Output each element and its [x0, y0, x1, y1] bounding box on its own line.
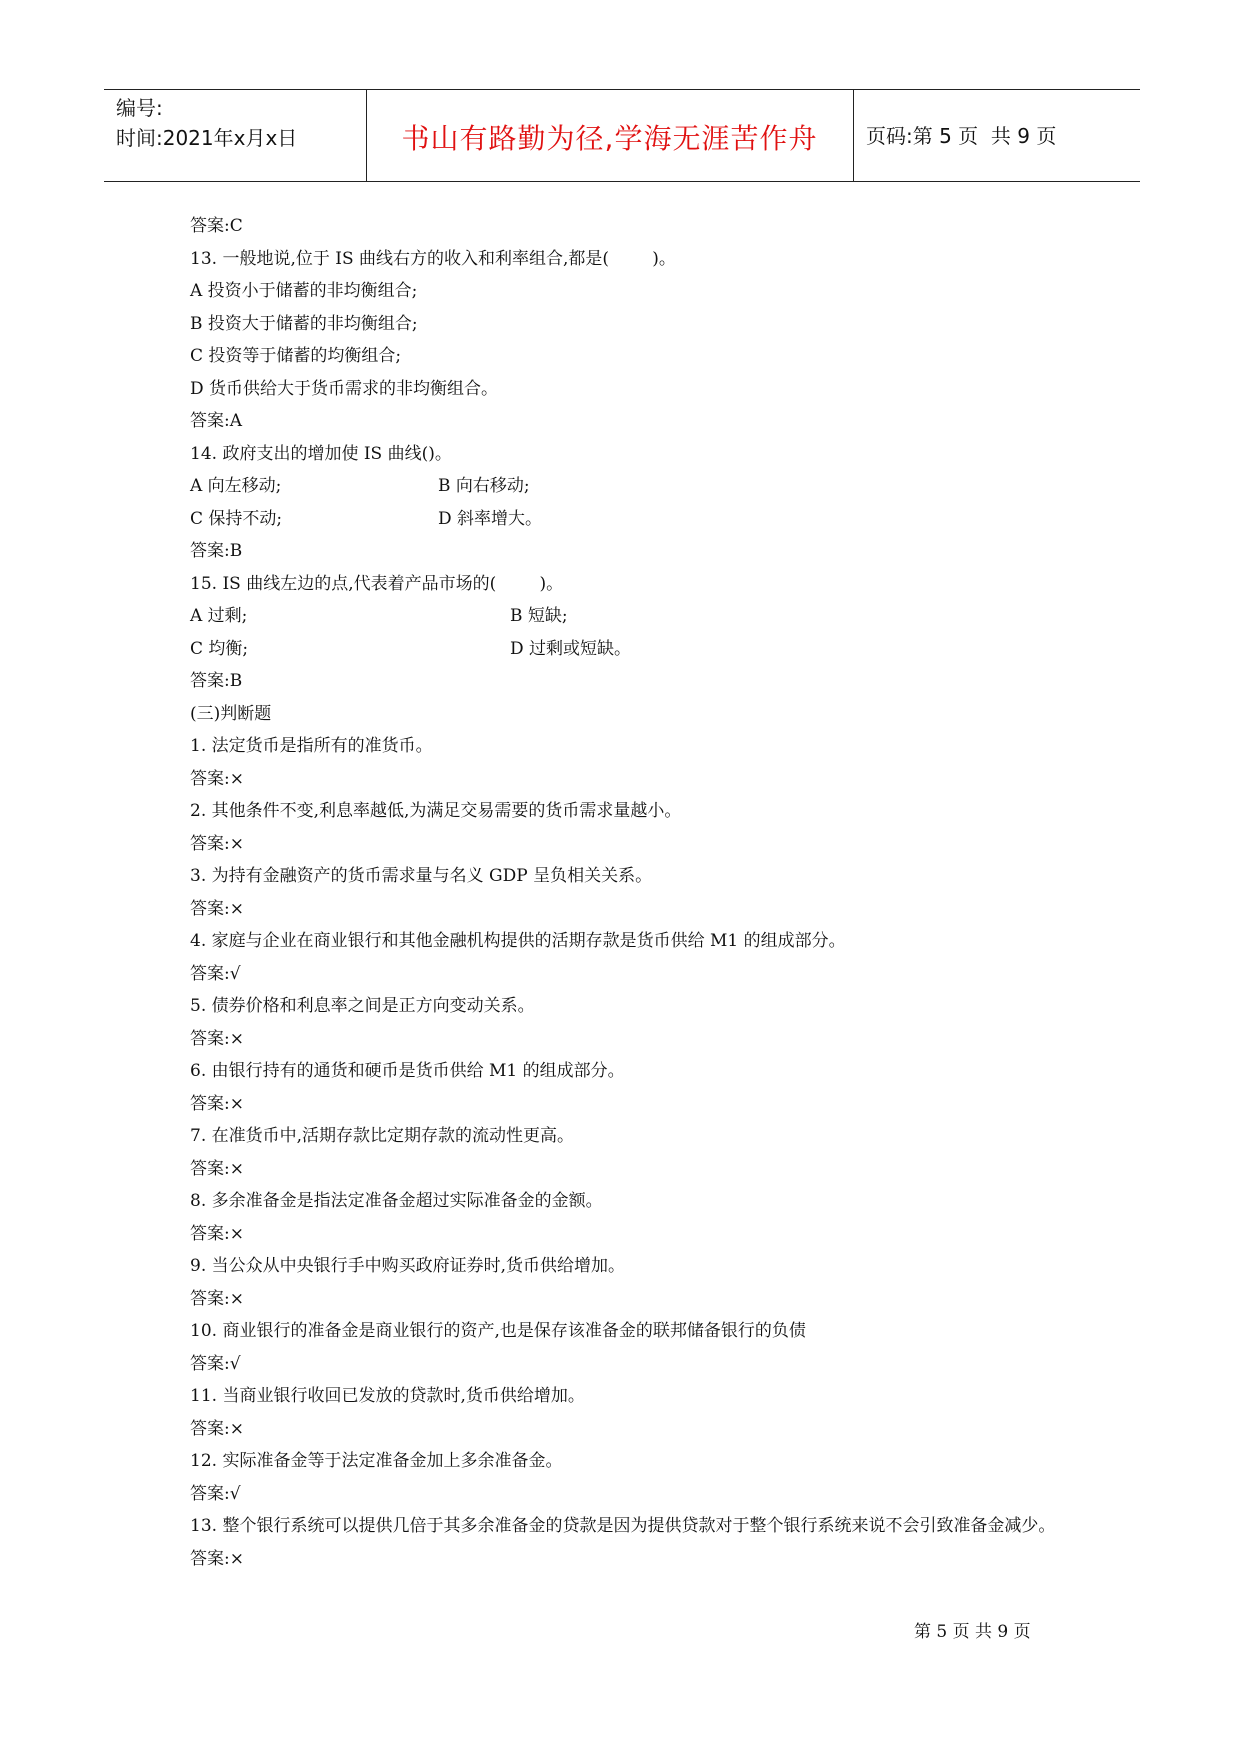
answer-line: 答案:B: [190, 541, 243, 561]
options-row: [190, 503, 1070, 536]
page-footer: 第 5 页 共 9 页: [914, 1622, 1031, 1642]
section-heading: (三)判断题: [190, 703, 272, 724]
option-c: C 投资等于储蓄的均衡组合;: [190, 346, 402, 366]
question-13: 13. 一般地说,位于 IS 曲线右方的收入和利率组合,都是( )。: [190, 248, 676, 269]
answer-line: 答案:√: [190, 1353, 241, 1374]
tf-question: 4. 家庭与企业在商业银行和其他金融机构提供的活期存款是货币供给 M1 的组成部分。: [190, 931, 846, 951]
option-b: B 向右移动;: [438, 476, 530, 496]
tf-question: 13. 整个银行系统可以提供几倍于其多余准备金的贷款是因为提供贷款对于整个银行系统来说不会引致准备金减少。: [190, 1516, 1056, 1536]
answer-line: 答案:√: [190, 1483, 241, 1504]
answer-line: 答案:√: [190, 963, 241, 984]
answer-line: 答案:×: [190, 1093, 244, 1114]
answer-line: 答案:×: [190, 1548, 244, 1569]
option-d: D 货币供给大于货币需求的非均衡组合。: [190, 378, 499, 399]
tf-question: 1. 法定货币是指所有的准货币。: [190, 736, 433, 756]
options-row: [190, 600, 1070, 633]
option-c: C 保持不动;: [190, 508, 283, 529]
options-row: [190, 633, 1070, 666]
answer-line: 答案:×: [190, 1028, 244, 1049]
option-b: B 投资大于储蓄的非均衡组合;: [190, 313, 418, 334]
option-d: D 过剩或短缺。: [510, 638, 632, 659]
header-meta: [116, 93, 297, 153]
option-c: C 均衡;: [190, 638, 249, 659]
tf-question: 8. 多余准备金是指法定准备金超过实际准备金的金额。: [190, 1191, 603, 1211]
answer-line: 答案:A: [190, 411, 243, 431]
answer-line: 答案:C: [190, 216, 243, 236]
question-15: 15. IS 曲线左边的点,代表着产品市场的( )。: [190, 573, 564, 594]
header-divider-right: [853, 90, 854, 181]
document-header: [104, 89, 1140, 182]
option-d: D 斜率增大。: [438, 508, 543, 529]
tf-question: 3. 为持有金融资产的货币需求量与名义 GDP 呈负相关关系。: [190, 866, 653, 886]
tf-question: 11. 当商业银行收回已发放的贷款时,货币供给增加。: [190, 1386, 585, 1406]
answer-line: 答案:B: [190, 671, 243, 691]
tf-question: 2. 其他条件不变,利息率越低,为满足交易需要的货币需求量越小。: [190, 801, 682, 821]
answer-line: 答案:×: [190, 898, 244, 919]
answer-line: 答案:×: [190, 833, 244, 854]
header-motto: 书山有路勤为径,学海无涯苦作舟: [401, 122, 818, 155]
answer-line: 答案:×: [190, 1223, 244, 1244]
option-b: B 短缺;: [510, 606, 568, 626]
tf-question: 10. 商业银行的准备金是商业银行的资产,也是保存该准备金的联邦储备银行的负债: [190, 1321, 806, 1341]
tf-question: 5. 债券价格和利息率之间是正方向变动关系。: [190, 996, 535, 1016]
option-a: A 投资小于储蓄的非均衡组合;: [190, 281, 418, 301]
answer-line: 答案:×: [190, 1288, 244, 1309]
document-body: [190, 210, 1070, 1575]
tf-question: 12. 实际准备金等于法定准备金加上多余准备金。: [190, 1451, 563, 1471]
tf-question: 9. 当公众从中央银行手中购买政府证券时,货币供给增加。: [190, 1256, 626, 1276]
answer-line: 答案:×: [190, 1418, 244, 1439]
question-14: 14. 政府支出的增加使 IS 曲线()。: [190, 443, 452, 464]
serial-label: 编号:: [116, 96, 163, 120]
tf-question: 7. 在准货币中,活期存款比定期存款的流动性更高。: [190, 1126, 575, 1146]
header-page-number: 页码:第 5 页 共 9 页: [866, 124, 1057, 148]
time-label: 时间:2021年x月x日: [116, 126, 298, 150]
options-row: [190, 470, 1070, 503]
option-a: A 过剩;: [190, 606, 248, 626]
answer-line: 答案:×: [190, 1158, 244, 1179]
answer-line: 答案:×: [190, 768, 244, 789]
tf-question: 6. 由银行持有的通货和硬币是货币供给 M1 的组成部分。: [190, 1061, 625, 1081]
option-a: A 向左移动;: [190, 476, 282, 496]
